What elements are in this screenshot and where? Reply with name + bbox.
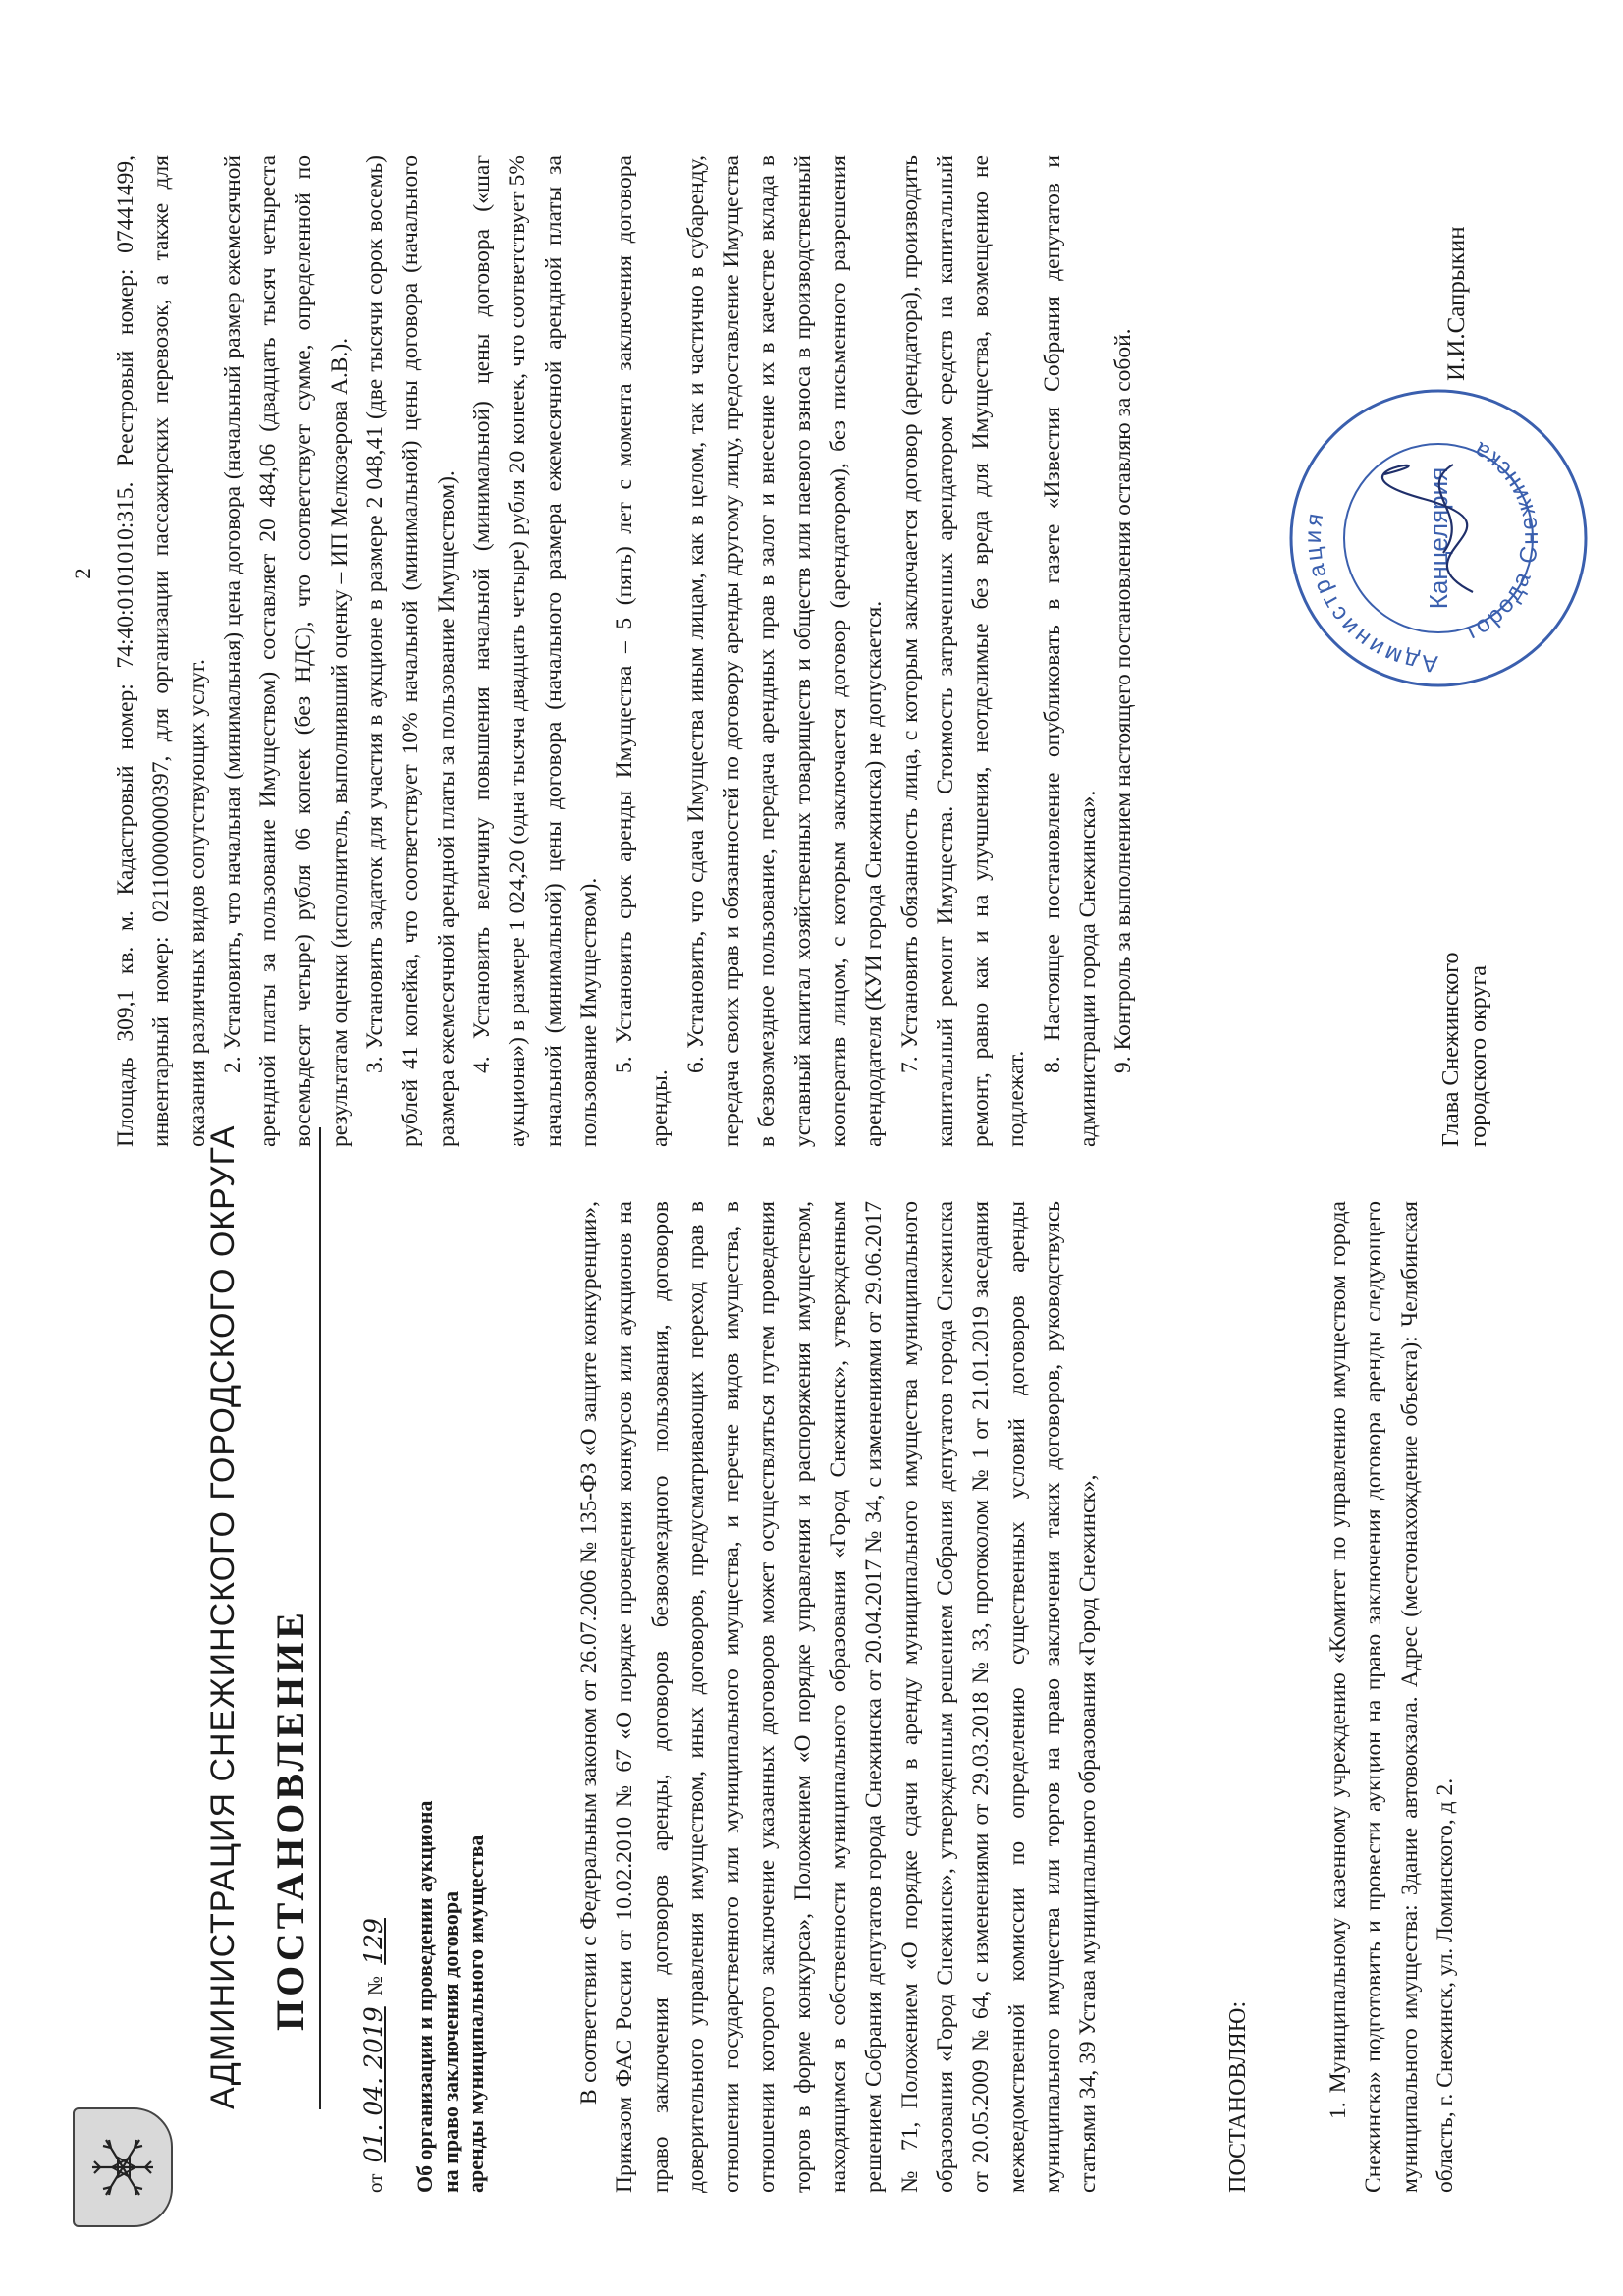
coat-of-arms-icon (73, 2107, 173, 2227)
paragraph-5: 5. Установить срок аренды Имущества – 5 (пять) лет с момента заключения договора аренды. (612, 155, 674, 1147)
paragraph-9: 9. Контроль за выполнением настоящего постановления оставляю за собой. (1110, 328, 1137, 1073)
page-2 (0, 0, 1623, 1147)
subject-line-2: на право заключения договора (438, 1890, 462, 2193)
svg-text:города Снежинска: города Снежинска (1462, 434, 1544, 645)
page-number: 2 (71, 568, 95, 579)
organization-title: АДМИНИСТРАЦИЯ СНЕЖИНСКОГО ГОРОДСКОГО ОКРУГА (204, 1124, 242, 2109)
paragraph-3: 3. Установить задаток для участия в аукционе в размере 2 048,41 (две тысячи сорок восемь) рублей 41 копейка, что соответствует 10% начальной (минимальной) цены договора (начального размера ежемесячной арендной платы за пользование Имуществом). (362, 155, 460, 1147)
stamp-center-text: Канцелярия (1424, 466, 1453, 610)
signatory-position-line-1: Глава Снежинского (1438, 952, 1464, 1147)
paragraph-4: 4. Установить величину повышения начальной (минимальной) цены договора («шаг аукциона») в размере 1 024,20 (одна тысяча двадцать четыре) рубля 20 копеек, что соответствует 5% начальной (минимальной) цены договора (начального размера ежемесячной арендной платы за пользование Имуществом). (468, 155, 602, 1147)
stamp-outer-text: Администрация (1299, 508, 1439, 678)
official-stamp (1276, 376, 1600, 700)
number-prefix: № (363, 1976, 387, 1996)
signatory-name: И.И.Сапрыкин (1443, 226, 1470, 381)
date-value: 01. 04. 2019 (359, 2006, 388, 2163)
preamble-paragraph: В соответствии с Федеральным законом от 26.07.2006 № 135-ФЗ «О защите конкуренции», Приказом ФАС России от 10.02.2010 № 67 «О порядке проведения конкурсов или аукционов на право заключения договоров аренды, договоров безвозмездного пользования, договоров доверительного управления имуществом, иных договоров, предусматривающих переход прав в отношении государственного или муниципального имущества, и перечне видов имущества, в отношении которого заключение указанных договоров может осуществляться путем проведения торгов в форме конкурса», Положением «О порядке управления и распоряжения имуществом, находящимся в собственности муниципального образования «Город Снежинск», утвержденным решением Собрания депутатов города Снежинска от 20.04.2017 № 34, с изменениями от 29.06.2017 № 71, Положением «О порядке сдачи в аренду муниципального имущества муниципального образования «Город Снежинск», утвержденным решением Собрания депутатов города Снежинска от 20.05.2009 № 64, с изменениями от 29.03.2018 № 33, протоколом № 1 от 21.01.2019 заседания межведомственной комиссии по определению существенных условий договоров аренды муниципального имущества или торгов на право заключения таких договоров, руководствуясь статьями 34, 39 Устава муниципального образования «Город Снежинск», (576, 1201, 1102, 2193)
document-subject (412, 1682, 489, 2193)
signatory-position (1437, 774, 1492, 1147)
resolve-heading: ПОСТАНОВЛЯЮ: (1225, 2000, 1251, 2193)
paragraph-1: 1. Муниципальному казенному учреждению «Комитет по управлению имуществом города Снежинска» подготовить и провести аукцион на право заключения договора аренды следующего муниципального имущества: Здание автовокзала. Адрес (местонахождение объекта): Челябинская область, г. Снежинск, ул. Ломинского, д 2. (1325, 1201, 1458, 2193)
document-type-title: ПОСТАНОВЛЕНИЕ (268, 1609, 312, 2031)
paragraph-8: 8. Настоящее постановление опубликовать в газете «Известия Собрания депутатов и администрации города Снежинска». (1039, 155, 1102, 1147)
subject-line-1: Об организации и проведении аукциона (412, 1800, 437, 2193)
paragraph-6: 6. Установить, что сдача Имущества иным лицам, как в целом, так и частично в субаренду, передача своих прав и обязанностей по договору аренды другому лицу, предоставление Имущества в безвозмездное пользование, передача арендных прав в залог и внесение их в качестве вклада в уставный капитал хозяйственных товариществ и обществ или паевого взноса в производственный кооператив лицом, с которым заключается договор (арендатором), без письменного разрешения арендодателя (КУИ города Снежинска) не допускается. (682, 155, 888, 1147)
date-number-line (359, 1912, 388, 2193)
paragraph-7: 7. Установить обязанность лица, с которым заключается договор (арендатора), производить капитальный ремонт Имущества. Стоимость затраченных арендатором средств на капитальный ремонт, равно как и на улучшения, неотделимые без вреда для Имущества, возмещению не подлежат. (896, 155, 1030, 1147)
page-1 (0, 1124, 1623, 2296)
page-2-body (108, 155, 1142, 1147)
header-divider (319, 1127, 321, 2109)
paragraph-1-continuation: Площадь 309,1 кв. м. Кадастровый номер: 74:40:0101010:315. Реестровый номер: 07441499, инвентарный номер: 02110000000397, для организации пассажирских перевозок, а также для оказания различных видов сопутствующих услуг. (113, 155, 210, 1147)
subject-line-3: аренды муниципального имущества (463, 1834, 488, 2193)
number-value: 129 (359, 1918, 388, 1965)
svg-text:Администрация (1300, 509, 1439, 677)
signatory-position-line-2: городского округа (1466, 965, 1491, 1147)
date-prefix: от (363, 2173, 387, 2193)
paragraph-2: 2. Установить, что начальная (минимальная) цена договора (начальный размер ежемесячной арендной платы за пользование Имуществом) составляет 20 484,06 (двадцать тысяч четыреста восемьдесят четыре) рубля 06 копеек (без НДС), что соответствует сумме, определенной по результатам оценки (исполнитель, выполнивший оценку – ИП Мелкозерова А.В.). (219, 155, 352, 1147)
